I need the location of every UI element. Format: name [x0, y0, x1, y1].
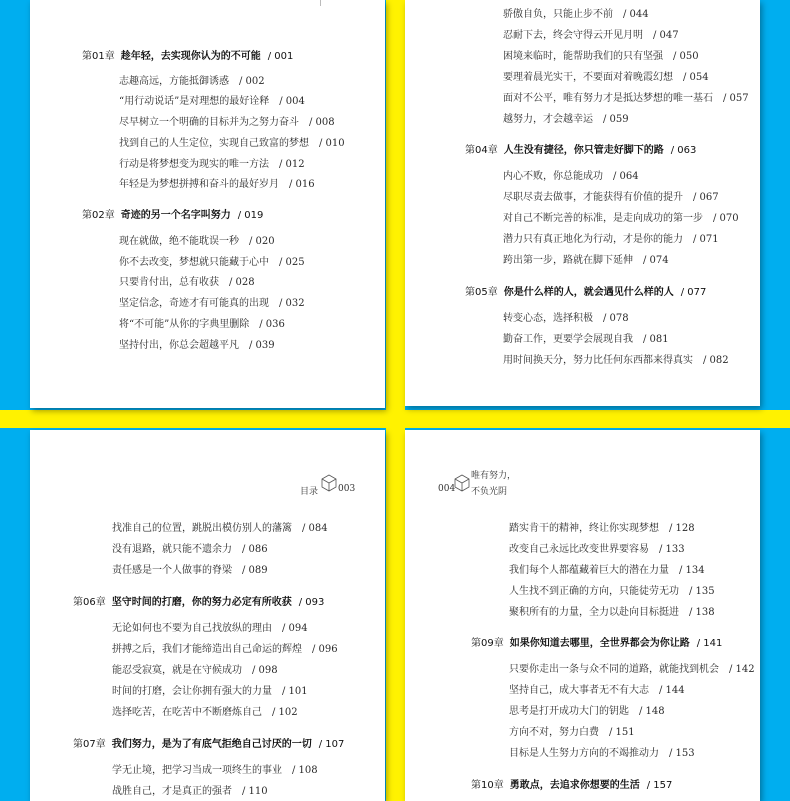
- toc-entry: 跨出第一步，路就在脚下延伸 / 074: [503, 255, 669, 266]
- chapter-title: 如果你知道去哪里，全世界都会为你让路: [509, 638, 690, 649]
- toc-entry: 坚持自己，成大事者无不有大志 / 144: [509, 685, 685, 696]
- header-page-number: 004: [438, 484, 456, 494]
- chapter-title: 勇敢点，去追求你想要的生活: [509, 780, 640, 791]
- toc-entry: 责任感是一个人做事的脊梁 / 089: [112, 565, 268, 576]
- chapter-number: 第02章: [82, 210, 115, 221]
- chapter-title: 趁年轻，去实现你认为的不可能: [120, 51, 261, 62]
- toc-entry: 行动是将梦想变为现实的唯一方法 / 012: [119, 159, 305, 170]
- toc-entry: “用行动说话”是对理想的最好诠释 / 004: [119, 96, 305, 107]
- chapter-page: / 001: [267, 51, 294, 62]
- toc-entry: 志趣高远，方能抵御诱惑 / 002: [119, 76, 265, 87]
- chapter-title: 人生没有捷径，你只管走好脚下的路: [503, 145, 664, 156]
- toc-entry: 困境来临时，能帮助我们的只有坚强 / 050: [503, 51, 699, 62]
- chapter-page: / 107: [318, 739, 345, 750]
- toc-entry: 踏实肯干的精神，终让你实现梦想 / 128: [509, 523, 695, 534]
- toc-entry: 忍耐下去，终会守得云开见月明 / 047: [503, 30, 679, 41]
- toc-entry: 聚积所有的力量，全力以赴向目标挺进 / 138: [509, 607, 715, 618]
- chapter-06-heading: [73, 596, 324, 610]
- chapter-page: / 093: [298, 597, 325, 608]
- toc-entry: 对自己不断完善的标准，是走向成功的第一步 / 070: [503, 213, 739, 224]
- toc-entry: 越努力，才会越幸运 / 059: [503, 114, 629, 125]
- toc-entry: 目标是人生努力方向的不竭推动力 / 153: [509, 748, 695, 759]
- toc-entry: 拼搏之后，我们才能缔造出自己命运的辉煌 / 096: [112, 644, 338, 655]
- chapter-number: 第10章: [471, 780, 504, 791]
- chapter-07-heading: [73, 738, 344, 752]
- toc-entry: 我们每个人都蕴藏着巨大的潜在力量 / 134: [509, 565, 705, 576]
- toc-entry: 无论如何也不要为自己找放纵的理由 / 094: [112, 623, 308, 634]
- yellow-vertical-band: [386, 0, 405, 801]
- chapter-04-heading: [465, 144, 696, 158]
- toc-entry: 用时间换天分，努力比任何东西都来得真实 / 082: [503, 355, 729, 366]
- header-motto-line1: 唯有努力，: [471, 471, 517, 481]
- toc-entry: 只要你走出一条与众不同的道路，就能找到机会 / 142: [509, 664, 755, 675]
- cube-icon: [453, 474, 471, 492]
- chapter-10-heading: [471, 779, 672, 793]
- toc-entry: 战胜自己，才是真正的强者 / 110: [112, 786, 268, 797]
- toc-entry: 你不去改变，梦想就只能藏于心中 / 025: [119, 257, 305, 268]
- page-toc-4: [405, 430, 760, 801]
- header-page-number: 003: [338, 484, 356, 494]
- header-motto-line2: 不负光阴: [471, 487, 508, 497]
- toc-entry: 找到自己的人生定位，实现自己致富的梦想 / 010: [119, 138, 345, 149]
- chapter-title: 我们努力，是为了有底气拒绝自己讨厌的一切: [111, 739, 312, 750]
- page-toc-3: [30, 430, 385, 801]
- toc-entry: 坚持付出，你总会超越平凡 / 039: [119, 340, 275, 351]
- toc-entry: 没有退路，就只能不遗余力 / 086: [112, 544, 268, 555]
- chapter-number: 第06章: [73, 597, 106, 608]
- chapter-page: / 141: [696, 638, 723, 649]
- toc-entry: 现在就做，绝不能耽误一秒 / 020: [119, 236, 275, 247]
- toc-entry: 选择吃苦，在吃苦中不断磨炼自己 / 102: [112, 707, 298, 718]
- cube-icon: [320, 474, 338, 492]
- toc-entry: 要理着晨光实干，不要面对着晚霞幻想 / 054: [503, 72, 709, 83]
- chapter-01-heading: [82, 50, 293, 64]
- chapter-02-heading: [82, 209, 263, 223]
- chapter-page: / 063: [670, 145, 697, 156]
- toc-entry: 时间的打磨，会让你拥有强大的力量 / 101: [112, 686, 308, 697]
- toc-entry: 尽早树立一个明确的目标并为之努力奋斗 / 008: [119, 117, 335, 128]
- toc-entry: 尽职尽责去做事，才能获得有价值的提升 / 067: [503, 192, 719, 203]
- chapter-number: 第09章: [471, 638, 504, 649]
- toc-entry: 勤奋工作，更要学会展现自我 / 081: [503, 334, 669, 345]
- toc-entry: 面对不公平，唯有努力才是抵达梦想的唯一基石 / 057: [503, 93, 749, 104]
- page-header: [300, 484, 318, 497]
- page-toc-1: [30, 0, 385, 408]
- toc-entry: 思考是打开成功大门的钥匙 / 148: [509, 706, 665, 717]
- chapter-number: 第04章: [465, 145, 498, 156]
- chapter-09-heading: [471, 637, 722, 651]
- chapter-title: 坚守时间的打磨，你的努力必定有所收获: [111, 597, 292, 608]
- toc-entry: 能忍受寂寞，就是在守候成功 / 098: [112, 665, 278, 676]
- chapter-number: 第05章: [465, 287, 498, 298]
- page-edge-mark: [320, 0, 321, 6]
- toc-entry: 将“不可能”从你的字典里删除 / 036: [119, 319, 285, 330]
- chapter-title: 奇迹的另一个名字叫努力: [120, 210, 231, 221]
- chapter-page: / 077: [680, 287, 707, 298]
- toc-entry: 坚定信念，奇迹才有可能真的出现 / 032: [119, 298, 305, 309]
- chapter-number: 第07章: [73, 739, 106, 750]
- toc-entry: 方向不对，努力白费 / 151: [509, 727, 635, 738]
- toc-entry: 改变自己永远比改变世界要容易 / 133: [509, 544, 685, 555]
- chapter-05-heading: [465, 286, 706, 300]
- toc-entry: 年轻是为梦想拼搏和奋斗的最好岁月 / 016: [119, 179, 315, 190]
- chapter-page: / 157: [646, 780, 673, 791]
- yellow-horizontal-band: [0, 410, 790, 428]
- chapter-title: 你是什么样的人，就会遇见什么样的人: [503, 287, 674, 298]
- toc-entry: 潜力只有真正地化为行动，才是你的能力 / 071: [503, 234, 719, 245]
- header-label: 目录: [300, 487, 319, 497]
- toc-entry: 只要肯付出，总有收获 / 028: [119, 277, 255, 288]
- chapter-number: 第01章: [82, 51, 115, 62]
- toc-entry: 骄傲自负，只能止步不前 / 044: [503, 9, 649, 20]
- toc-entry: 转变心态，选择积极 / 078: [503, 313, 629, 324]
- toc-entry: 学无止境，把学习当成一项终生的事业 / 108: [112, 765, 318, 776]
- toc-entry: 内心不败，你总能成功 / 064: [503, 171, 639, 182]
- page-toc-2: [405, 0, 760, 406]
- toc-entry: 人生找不到正确的方向，只能徒劳无功 / 135: [509, 586, 715, 597]
- toc-entry: 找准自己的位置，跳脱出模仿别人的藩篱 / 084: [112, 523, 328, 534]
- chapter-page: / 019: [237, 210, 264, 221]
